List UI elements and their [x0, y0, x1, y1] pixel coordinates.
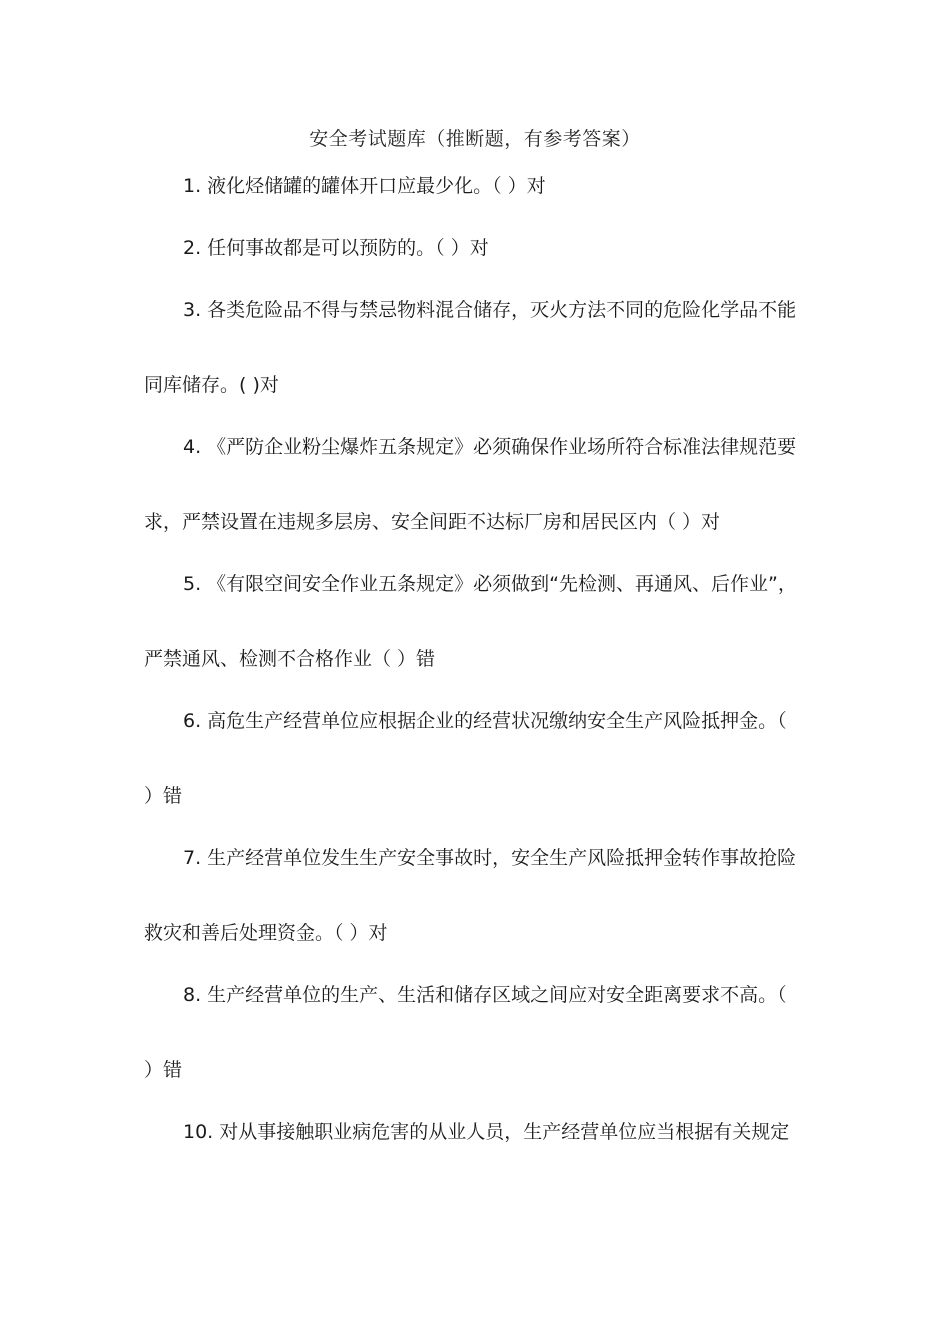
question-7-line-2: 救灾和善后处理资金。（ ）对 — [144, 922, 388, 944]
question-3-line-2: 同库储存。( )对 — [144, 374, 279, 396]
question-1: 1. 液化烃储罐的罐体开口应最少化。（ ）对 — [183, 175, 546, 197]
document-title: 安全考试题库（推断题，有参考答案） — [309, 128, 641, 150]
question-2: 2. 任何事故都是可以预防的。（ ）对 — [183, 237, 489, 259]
question-6-line-1: 6. 高危生产经营单位应根据企业的经营状况缴纳安全生产风险抵押金。（ — [183, 710, 787, 732]
question-10-line-1: 10. 对从事接触职业病危害的从业人员，生产经营单位应当根据有关规定 — [183, 1121, 790, 1143]
question-8-line-2: ）错 — [144, 1059, 183, 1081]
question-8-line-1: 8. 生产经营单位的生产、生活和储存区域之间应对安全距离要求不高。（ — [183, 984, 787, 1006]
question-6-line-2: ）错 — [144, 785, 183, 807]
question-3-line-1: 3. 各类危险品不得与禁忌物料混合储存，灭火方法不同的危险化学品不能 — [183, 299, 797, 321]
question-5-line-2: 严禁通风、检测不合格作业（ ）错 — [144, 648, 436, 670]
question-4-line-2: 求，严禁设置在违规多层房、安全间距不达标厂房和居民区内（ ）对 — [144, 511, 721, 533]
question-7-line-1: 7. 生产经营单位发生生产安全事故时，安全生产风险抵押金转作事故抢险 — [183, 847, 797, 869]
question-4-line-1: 4. 《严防企业粉尘爆炸五条规定》必须确保作业场所符合标准法律规范要 — [183, 436, 797, 458]
question-5-line-1: 5. 《有限空间安全作业五条规定》必须做到“先检测、再通风、后作业”， — [183, 573, 797, 595]
